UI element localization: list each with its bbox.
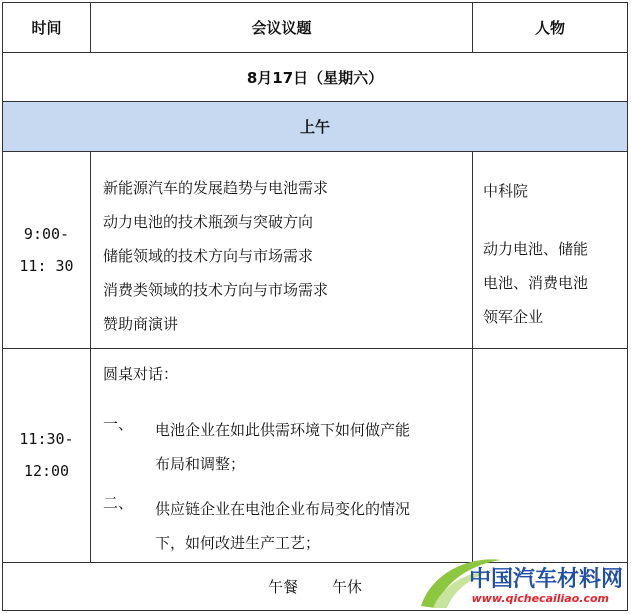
- agenda-row-2: [3, 349, 627, 563]
- item-line: 供应链企业在电池企业布局变化的情况: [155, 500, 411, 518]
- header-row: [3, 3, 627, 53]
- topic-item: 消费类领域的技术方向与市场需求: [103, 281, 329, 299]
- people-line: 领军企业: [483, 308, 544, 326]
- item-line: 布局和调整；: [155, 455, 246, 473]
- time-end: 12:00: [23, 462, 70, 480]
- header-people: 人物: [534, 19, 565, 37]
- date-row: [3, 53, 627, 102]
- watermark-logo: [413, 550, 623, 612]
- item-number: 二、: [103, 494, 134, 512]
- rest-label: 午休: [332, 578, 363, 596]
- watermark-name: 中国汽车材料网: [468, 567, 623, 592]
- people-org: 中科院: [483, 182, 529, 200]
- session-label: 上午: [299, 118, 330, 136]
- people-line: 电池、消费电池: [483, 274, 589, 292]
- date-label: 8月17日（星期六）: [246, 68, 384, 87]
- topic-cell: [91, 349, 473, 562]
- time-end: 11: 30: [19, 257, 74, 275]
- people-cell: [473, 349, 627, 562]
- time-start: 11:30-: [19, 430, 74, 448]
- topic-item: 动力电池的技术瓶颈与突破方向: [103, 213, 314, 231]
- people-line: 动力电池、储能: [483, 240, 589, 258]
- session-row: [3, 102, 627, 152]
- item-number: 一、: [103, 415, 134, 433]
- time-start: 9:00-: [23, 225, 70, 243]
- watermark-url: www.qichecailiao.com: [471, 592, 609, 605]
- roundtable-intro: 圆桌对话：: [103, 365, 179, 383]
- topic-item: 新能源汽车的发展趋势与电池需求: [103, 179, 329, 197]
- topic-item: 储能领域的技术方向与市场需求: [103, 247, 314, 265]
- agenda-row-1: [3, 152, 627, 349]
- item-line: 电池企业在如此供需环境下如何做产能: [155, 421, 411, 439]
- lunch-label: 午餐: [267, 578, 298, 596]
- agenda-table: [2, 2, 628, 611]
- header-topic: 会议议题: [91, 3, 473, 52]
- topic-cell: [91, 152, 473, 348]
- time-cell: [3, 152, 91, 348]
- people-cell: [473, 152, 627, 348]
- item-line: 下，如何改进生产工艺；: [155, 534, 321, 552]
- header-time: 时间: [3, 3, 91, 52]
- topic-item: 赞助商演讲: [103, 315, 179, 333]
- time-cell: [3, 349, 91, 562]
